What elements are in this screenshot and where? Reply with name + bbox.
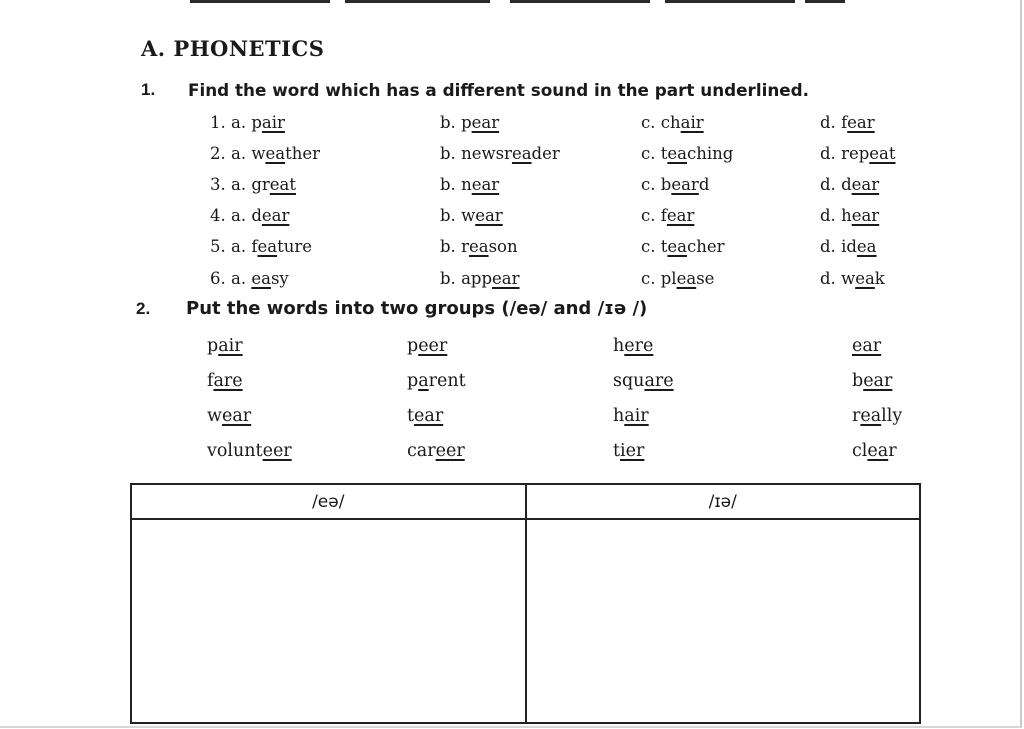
underlined-part: ear — [847, 113, 875, 132]
sorting-word — [613, 441, 644, 461]
question-number: 1. — [210, 113, 226, 132]
question-1-option-c — [641, 113, 704, 132]
question-4-option-b — [440, 206, 503, 225]
option-letter: a. — [231, 113, 247, 132]
sorting-word — [207, 371, 243, 391]
question-2-option-d — [820, 144, 896, 163]
underlined-part: ea — [856, 237, 877, 256]
word-part: h — [613, 406, 625, 426]
word-part: f — [207, 371, 214, 391]
sorting-word — [407, 336, 447, 356]
underlined-part: ear — [492, 269, 520, 288]
option-letter: c. — [641, 269, 656, 288]
sorting-word — [207, 441, 292, 461]
underlined-part: eat — [269, 175, 297, 194]
word-part: p — [207, 336, 219, 356]
cropped-text-remnant — [805, 0, 845, 3]
cropped-text-remnant — [190, 0, 330, 3]
word-part: newsr — [461, 144, 512, 163]
word-part: w — [207, 406, 222, 426]
cropped-text-remnant — [665, 0, 795, 3]
question-number: 6. — [210, 269, 226, 288]
word-part: h — [841, 206, 852, 225]
task2-number: 2. — [136, 299, 151, 318]
question-2-option-c — [641, 144, 733, 163]
word-part: der — [531, 144, 560, 163]
underlined-part: ear — [221, 406, 252, 426]
question-3-option-d — [820, 175, 879, 194]
word-part: d — [251, 206, 262, 225]
option-letter: c. — [641, 175, 656, 194]
underlined-part: air — [624, 406, 649, 426]
word-part: gr — [251, 175, 270, 194]
word-part: n — [461, 175, 472, 194]
word-part: squ — [613, 371, 645, 391]
option-letter: d. — [820, 113, 836, 132]
cropped-text-remnant — [510, 0, 650, 3]
underlined-part: eat — [869, 144, 896, 163]
option-letter: d. — [820, 237, 836, 256]
option-letter: c. — [641, 113, 656, 132]
word-part: t — [613, 441, 621, 461]
underlined-part: are — [644, 371, 674, 391]
question-4-option-a — [210, 206, 289, 225]
question-4-option-d — [820, 206, 879, 225]
word-part: ch — [660, 113, 681, 132]
word-part: r — [852, 406, 861, 426]
underlined-part: ea — [676, 269, 697, 288]
underlined-part: eer — [418, 336, 448, 356]
option-letter: a. — [231, 144, 247, 163]
option-letter: a. — [231, 206, 247, 225]
word-part: b — [660, 175, 672, 194]
sorting-word — [852, 371, 892, 391]
option-letter: b. — [440, 113, 456, 132]
underlined-part: ea — [257, 237, 278, 256]
task2-instruction: Put the words into two groups (/eə/ and /ɪə /) — [186, 298, 648, 319]
question-2-option-b — [440, 144, 560, 163]
word-part: ture — [277, 237, 312, 256]
word-part: volunt — [207, 441, 263, 461]
underlined-part: ea — [867, 441, 889, 461]
option-letter: b. — [440, 144, 456, 163]
underlined-part: air — [680, 113, 704, 132]
word-part: r — [888, 441, 897, 461]
sorting-word — [407, 371, 466, 391]
word-part: d — [698, 175, 710, 194]
option-letter: c. — [641, 237, 656, 256]
sorting-word — [207, 336, 243, 356]
option-letter: c. — [641, 144, 656, 163]
underlined-part: ear — [851, 175, 880, 194]
sorting-word — [852, 441, 897, 461]
question-number: 4. — [210, 206, 226, 225]
underlined-part: ear — [471, 175, 500, 194]
word-part: w — [841, 269, 856, 288]
word-part: k — [874, 269, 885, 288]
option-letter: d. — [820, 175, 836, 194]
word-part: b — [852, 371, 864, 391]
word-part: se — [696, 269, 715, 288]
question-number: 3. — [210, 175, 226, 194]
underlined-part: ea — [667, 144, 687, 163]
sorting-word — [852, 336, 881, 356]
question-5-option-a — [210, 237, 312, 256]
underlined-part: ea — [468, 237, 489, 256]
question-6-option-b — [440, 269, 520, 288]
word-part: f — [841, 113, 848, 132]
underlined-part: air — [261, 113, 285, 132]
option-letter: d. — [820, 144, 836, 163]
word-part: rep — [841, 144, 870, 163]
underlined-part: eer — [435, 441, 465, 461]
task1-number: 1. — [141, 80, 156, 99]
group-eə-cell[interactable] — [131, 519, 526, 723]
sorting-word — [407, 406, 443, 426]
word-part: p — [251, 113, 262, 132]
word-part: t — [660, 144, 668, 163]
underlined-part: are — [213, 371, 243, 391]
underlined-part: eer — [262, 441, 292, 461]
question-3-option-c — [641, 175, 709, 194]
underlined-part: ear — [851, 206, 880, 225]
option-letter: a. — [231, 269, 247, 288]
word-part: w — [251, 144, 266, 163]
option-letter: b. — [440, 237, 456, 256]
word-part: ching — [687, 144, 734, 163]
header-eə: /eə/ — [131, 484, 526, 519]
question-5-option-c — [641, 237, 725, 256]
word-part: lly — [881, 406, 903, 426]
question-6-option-c — [641, 269, 714, 288]
underlined-part: ear — [414, 406, 444, 426]
option-letter: c. — [641, 206, 656, 225]
word-part: cl — [852, 441, 868, 461]
question-4-option-c — [641, 206, 694, 225]
underlined-part: ea — [511, 144, 532, 163]
option-letter: b. — [440, 269, 456, 288]
word-part: h — [613, 336, 625, 356]
word-part: pl — [660, 269, 677, 288]
sorting-word — [613, 371, 674, 391]
option-letter: d. — [820, 206, 836, 225]
question-number: 2. — [210, 144, 226, 163]
option-letter: a. — [231, 175, 247, 194]
word-part: f — [251, 237, 258, 256]
word-part: son — [488, 237, 518, 256]
question-number: 5. — [210, 237, 226, 256]
cropped-text-remnant — [345, 0, 490, 3]
word-part: ther — [285, 144, 320, 163]
group-ɪə-cell[interactable] — [526, 519, 921, 723]
word-part: rent — [428, 371, 466, 391]
word-part: cher — [687, 237, 725, 256]
underlined-part: ear — [852, 336, 882, 356]
option-letter: b. — [440, 175, 456, 194]
question-5-option-d — [820, 237, 877, 256]
word-part: sy — [270, 269, 289, 288]
word-part: r — [461, 237, 469, 256]
word-part: d — [841, 175, 852, 194]
underlined-part: ear — [863, 371, 893, 391]
underlined-part: a — [418, 371, 429, 391]
word-part: p — [407, 336, 419, 356]
question-2-option-a — [210, 144, 320, 163]
option-letter: a. — [231, 237, 247, 256]
task1-instruction: Find the word which has a different sound in the part underlined. — [188, 80, 810, 100]
question-5-option-b — [440, 237, 518, 256]
question-1-option-d — [820, 113, 875, 132]
underlined-part: ear — [471, 113, 500, 132]
underlined-part: ear — [671, 175, 699, 194]
underlined-part: air — [218, 336, 243, 356]
underlined-part: ier — [620, 441, 645, 461]
header-ɪə: /ɪə/ — [526, 484, 921, 519]
option-letter: b. — [440, 206, 456, 225]
underlined-part: ear — [666, 206, 695, 225]
underlined-part: ea — [860, 406, 882, 426]
sound-groups-table — [130, 483, 921, 724]
question-6-option-a — [210, 269, 289, 288]
underlined-part: ea — [251, 269, 271, 288]
question-1-option-a — [210, 113, 285, 132]
underlined-part: ea — [265, 144, 286, 163]
option-letter: d. — [820, 269, 836, 288]
sorting-word — [613, 336, 653, 356]
sorting-word — [407, 441, 465, 461]
sorting-word — [852, 406, 902, 426]
underlined-part: ea — [855, 269, 875, 288]
word-part: w — [461, 206, 476, 225]
word-part: t — [660, 237, 668, 256]
word-part: f — [660, 206, 667, 225]
question-6-option-d — [820, 269, 885, 288]
word-part: p — [461, 113, 472, 132]
question-1-option-b — [440, 113, 499, 132]
sorting-word — [207, 406, 251, 426]
underlined-part: ea — [667, 237, 687, 256]
question-3-option-b — [440, 175, 499, 194]
word-part: app — [461, 269, 493, 288]
underlined-part: ere — [624, 336, 654, 356]
underlined-part: ear — [475, 206, 503, 225]
word-part: p — [407, 371, 419, 391]
section-title: A. PHONETICS — [141, 36, 325, 61]
question-3-option-a — [210, 175, 296, 194]
sorting-word — [613, 406, 649, 426]
word-part: t — [407, 406, 415, 426]
underlined-part: ear — [261, 206, 290, 225]
word-part: id — [841, 237, 857, 256]
word-part: car — [407, 441, 436, 461]
